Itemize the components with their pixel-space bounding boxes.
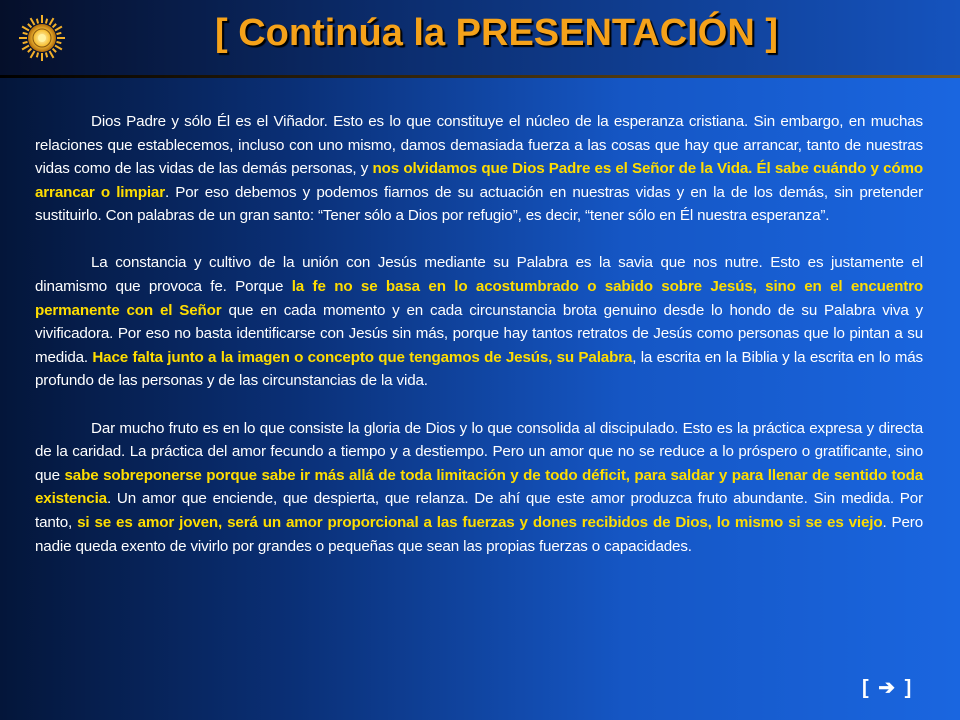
body-text: . Por eso debemos y podemos fiarnos de su actuación en nuestras vidas y en la de los demás, sin pretender sustituirlo. Con palabras de un gran santo: “Tener sólo a Dios por refugio”, es decir, “tener sólo en Él nuestra esperanza”. bbox=[35, 183, 924, 225]
body-text: . Pero nadie queda exento de vivirlo por grandes o pequeñas que sean las propias fuerzas o capacidades. bbox=[35, 513, 924, 555]
content-body bbox=[35, 110, 923, 582]
paragraph-1 bbox=[35, 110, 923, 228]
nav-open-bracket: [ bbox=[862, 677, 869, 699]
body-text: La constancia y cultivo de la unión con Jesús mediante su Palabra es la savia que nos nutre. Esto es justamente el dinamismo que provoca fe. Porque bbox=[35, 254, 923, 296]
body-text: . Un amor que enciende, que despierta, que relanza. De ahí que este amor produzca fruto abundante. Sin medida. Por tanto, bbox=[35, 490, 923, 531]
body-text: Dar mucho fruto es en lo que consiste la gloria de Dios y lo que consolida al discipulado. Esto es la práctica expresa y directa de la caridad. La práctica del amor fecundo a tiempo y a destiempo. Pero un amor que no se reduce a lo próspero o gratificante, sino que bbox=[35, 419, 923, 484]
highlighted-text: Hace falta junto a la imagen o concepto que tengamos de Jesús, su Palabra bbox=[92, 348, 633, 366]
highlighted-text: nos olvidamos que Dios Padre es el Señor de la Vida. Él sabe cuándo y cómo arrancar o limpiar bbox=[35, 160, 923, 201]
nav-close-bracket: ] bbox=[904, 677, 912, 699]
body-text: Dios Padre y sólo Él es el Viñador. Esto es lo que constituye el núcleo de la esperanza cristiana. Sin embargo, en muchas relaciones que establecemos, incluso con uno mismo, damos demasiada fuerza a las cosas que hay que arrancar, tanto de nuestras vidas como de las vidas de las demás personas, y bbox=[35, 113, 923, 178]
next-slide-button[interactable] bbox=[862, 675, 911, 700]
highlighted-text: sabe sobreponerse porque sabe ir más allá de toda limitación y de todo déficit, para saldar y para llenar de sentido toda existencia bbox=[35, 466, 923, 508]
highlighted-text: la fe no se basa en lo acostumbrado o sabido sobre Jesús, sino en el encuentro permanente con el Señor bbox=[35, 278, 923, 319]
title-bar bbox=[0, 0, 960, 78]
page-title: [ Continúa la PRESENTACIÓN ] bbox=[215, 12, 778, 54]
body-text: que en cada momento y en cada circunstancia brota genuino desde lo hondo de su Palabra viva y vivificadora. Por eso no basta identificarse con Jesús sin más, porque hay tantos retratos de Jesús como personas que lo pintan a su medida. bbox=[35, 301, 923, 366]
highlighted-text: si se es amor joven, será un amor proporcional a las fuerzas y dones recibidos de Dios, lo mismo si se es viejo bbox=[77, 513, 883, 531]
paragraph-3 bbox=[35, 417, 923, 559]
right-arrow-icon: ➔ bbox=[878, 677, 895, 699]
body-text: , la escrita en la Biblia y la escrita en lo más profundo de las personas y de las circunstancias de la vida. bbox=[35, 348, 923, 390]
paragraph-2 bbox=[35, 251, 923, 393]
sun-emblem-icon bbox=[18, 14, 66, 62]
